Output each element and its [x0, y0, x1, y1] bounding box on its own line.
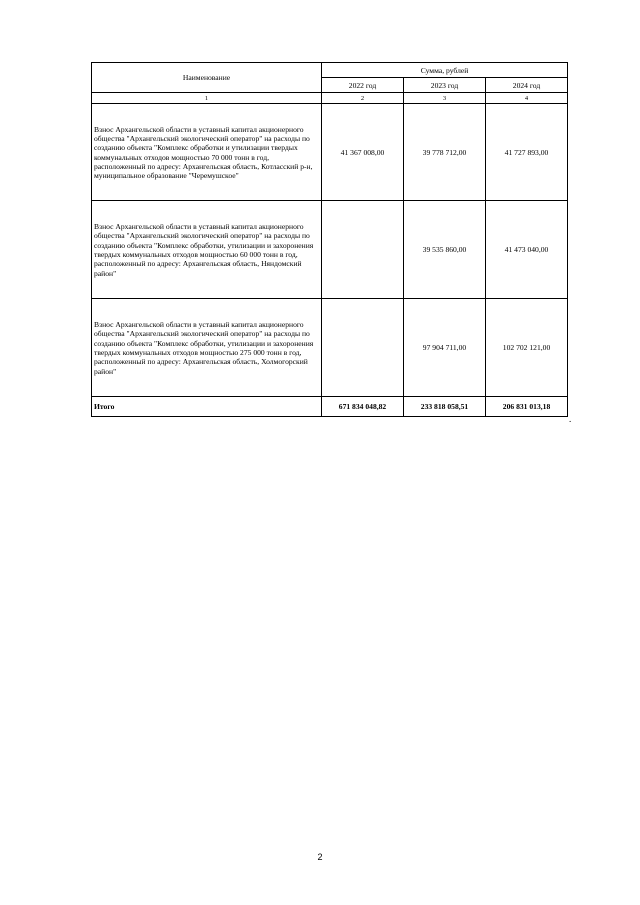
table-row	[92, 201, 568, 299]
row-name: Взнос Архангельской области в уставный капитал акционерного общества "Архангельский экологический оператор" на расходы по созданию объекта "Комплекс обработки и утилизации твердых коммунальных отходов мощностью 70 000 тонн в год, расположенный по адресу: Архангельская область, Котласский р-н, муниципальное образование "Черемушское"	[92, 104, 322, 201]
row-value-2022	[322, 201, 404, 299]
header-year-2023: 2023 год	[404, 78, 486, 93]
total-label: Итого	[92, 397, 322, 417]
total-value-2024: 206 831 013,18	[486, 397, 568, 417]
header-year-2024: 2024 год	[486, 78, 568, 93]
table-row	[92, 299, 568, 397]
header-sum-group: Сумма, рублей	[322, 63, 568, 78]
budget-table	[91, 62, 568, 417]
row-value-2023: 39 778 712,00	[404, 104, 486, 201]
row-value-2022	[322, 299, 404, 397]
total-value-2023: 233 818 058,51	[404, 397, 486, 417]
row-value-2024: 41 727 893,00	[486, 104, 568, 201]
column-number-4: 4	[486, 93, 568, 104]
total-value-2022: 671 834 048,82	[322, 397, 404, 417]
row-name: Взнос Архангельской области в уставный капитал акционерного общества "Архангельский экологический оператор" на расходы по созданию объекта "Комплекс обработки, утилизации и захоронения твердых коммунальных отходов мощностью 60 000 тонн в год, расположенный по адресу: Архангельская область, Няндомский район"	[92, 201, 322, 299]
table-row	[92, 104, 568, 201]
column-number-1: 1	[92, 93, 322, 104]
page-number: 2	[317, 852, 323, 862]
header-name-column: Наименование	[92, 63, 322, 93]
row-value-2022: 41 367 008,00	[322, 104, 404, 201]
row-name: Взнос Архангельской области в уставный капитал акционерного общества "Архангельский экологический оператор" на расходы по созданию объекта "Комплекс обработки, утилизации и захоронения твердых коммунальных отходов мощностью 275 000 тонн в год, расположенный по адресу: Архангельская область, Холмогорский район"	[92, 299, 322, 397]
row-value-2024: 41 473 040,00	[486, 201, 568, 299]
row-value-2023: 39 535 860,00	[404, 201, 486, 299]
row-value-2023: 97 904 711,00	[404, 299, 486, 397]
total-row	[92, 397, 568, 417]
header-year-2022: 2022 год	[322, 78, 404, 93]
column-number-2: 2	[322, 93, 404, 104]
row-value-2024: 102 702 121,00	[486, 299, 568, 397]
column-number-3: 3	[404, 93, 486, 104]
trailing-period-mark: .	[569, 414, 572, 424]
